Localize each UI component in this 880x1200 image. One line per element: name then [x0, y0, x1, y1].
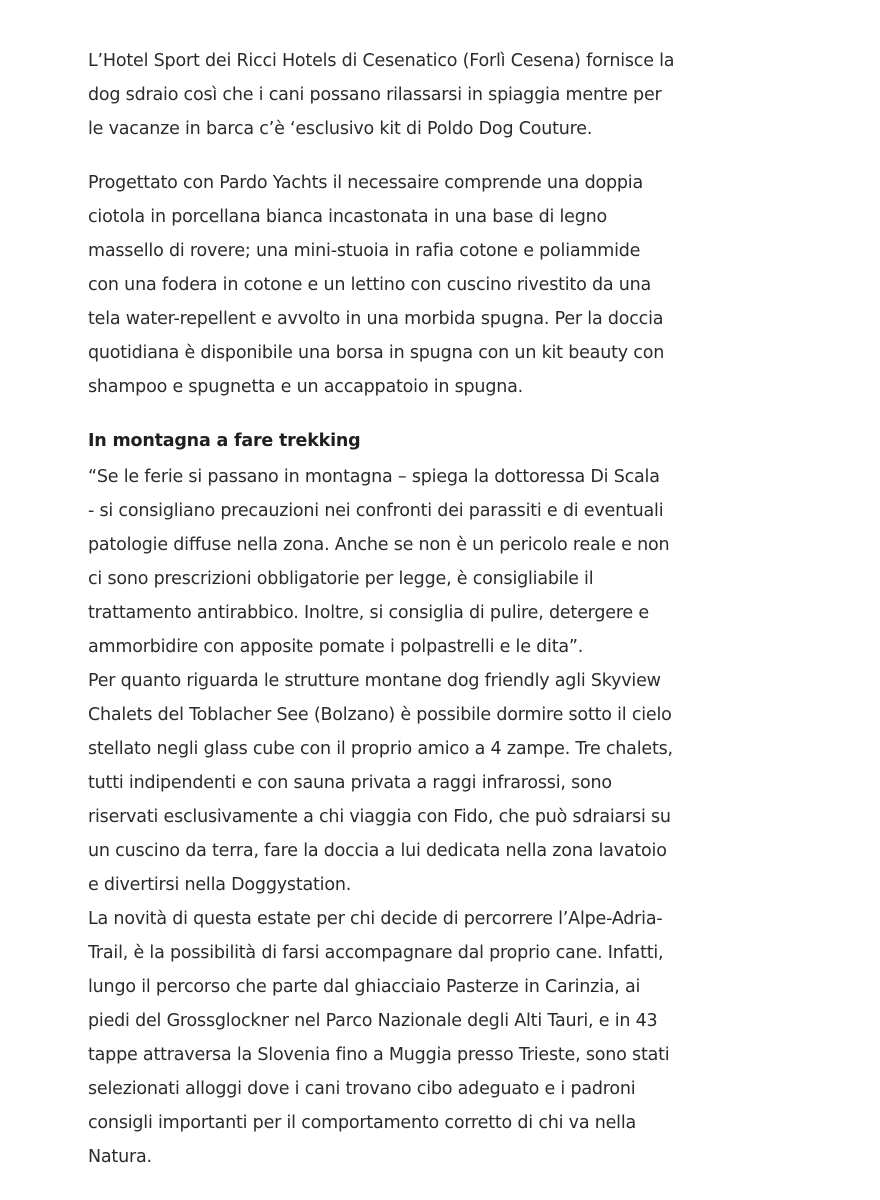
text-line: tutti indipendenti e con sauna privata a raggi infrarossi, sono [88, 773, 612, 793]
section-heading-trekking: In montagna a fare trekking [88, 431, 361, 451]
text-line: “Se le ferie si passano in montagna – spiega la dottoressa Di Scala [88, 467, 660, 487]
text-line: Per quanto riguarda le strutture montane dog friendly agli Skyview [88, 671, 661, 691]
text-line: tela water-repellent e avvolto in una morbida spugna. Per la doccia [88, 309, 664, 329]
text-line: ci sono prescrizioni obbligatorie per legge, è consigliabile il [88, 569, 594, 589]
text-line: stellato negli glass cube con il proprio amico a 4 zampe. Tre chalets, [88, 739, 673, 759]
text-line: piedi del Grossglockner nel Parco Nazionale degli Alti Tauri, e in 43 [88, 1011, 658, 1031]
text-line: patologie diffuse nella zona. Anche se non è un pericolo reale e non [88, 535, 670, 555]
text-line: riservati esclusivamente a chi viaggia con Fido, che può sdraiarsi su [88, 807, 671, 827]
text-line: selezionati alloggi dove i cani trovano cibo adeguato e i padroni [88, 1079, 636, 1099]
paragraph-pardo-yachts-kit [88, 166, 808, 404]
text-line: Trail, è la possibilità di farsi accompagnare dal proprio cane. Infatti, [88, 943, 664, 963]
text-line: dog sdraio così che i cani possano rilassarsi in spiaggia mentre per [88, 85, 662, 105]
text-line: con una fodera in cotone e un lettino con cuscino rivestito da una [88, 275, 652, 295]
text-line: ammorbidire con apposite pomate i polpastrelli e le dita”. [88, 637, 584, 657]
text-line: - si consigliano precauzioni nei confronti dei parassiti e di eventuali [88, 501, 664, 521]
text-line: Chalets del Toblacher See (Bolzano) è possibile dormire sotto il cielo [88, 705, 672, 725]
paragraph-hotel-sport [88, 44, 808, 146]
text-line: massello di rovere; una mini-stuoia in rafia cotone e poliammide [88, 241, 641, 261]
article-body [88, 44, 808, 1174]
text-line: tappe attraversa la Slovenia fino a Muggia presso Trieste, sono stati [88, 1045, 670, 1065]
text-line: un cuscino da terra, fare la doccia a lui dedicata nella zona lavatoio [88, 841, 667, 861]
text-line: consigli importanti per il comportamento corretto di chi va nella [88, 1113, 637, 1133]
paragraph-alpe-adria-trail [88, 902, 808, 1174]
paragraph-doctor-quote [88, 460, 808, 664]
text-line: Natura. [88, 1147, 152, 1167]
text-line: trattamento antirabbico. Inoltre, si consiglia di pulire, detergere e [88, 603, 649, 623]
text-line: La novità di questa estate per chi decide di percorrere l’Alpe-Adria- [88, 909, 663, 929]
text-line: e divertirsi nella Doggystation. [88, 875, 352, 895]
text-line: L’Hotel Sport dei Ricci Hotels di Cesenatico (Forlì Cesena) fornisce la [88, 51, 675, 71]
paragraph-skyview-chalets [88, 664, 808, 902]
text-line: Progettato con Pardo Yachts il necessaire comprende una doppia [88, 173, 643, 193]
text-line: lungo il percorso che parte dal ghiacciaio Pasterze in Carinzia, ai [88, 977, 641, 997]
text-line: ciotola in porcellana bianca incastonata in una base di legno [88, 207, 608, 227]
text-line: shampoo e spugnetta e un accappatoio in spugna. [88, 377, 524, 397]
text-line: quotidiana è disponibile una borsa in spugna con un kit beauty con [88, 343, 665, 363]
text-line: le vacanze in barca c’è ‘esclusivo kit di Poldo Dog Couture. [88, 119, 593, 139]
